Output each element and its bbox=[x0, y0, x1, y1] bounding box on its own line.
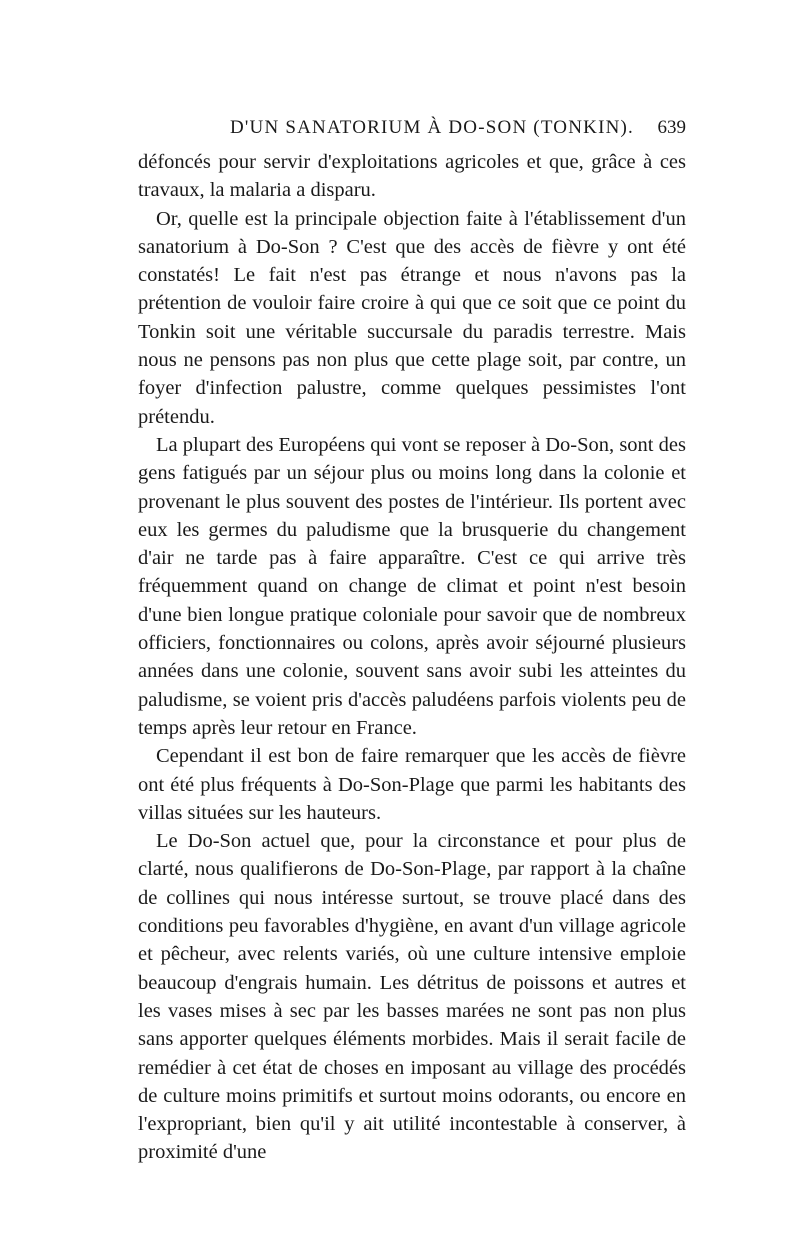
paragraph: La plupart des Européens qui vont se reposer à Do-Son, sont des gens fatigués par un séjour plus ou moins long dans la colonie et provenant le plus souvent des postes de l'intérieur. Ils portent avec eux les germes du paludisme que la brusquerie du changement d'air ne tarde pas à faire apparaître. C'est ce qui arrive très fréquemment quand on change de climat et point n'est besoin d'une bien longue pratique coloniale pour savoir que de nombreux officiers, fonctionnaires ou colons, après avoir séjourné plusieurs années dans une colonie, souvent sans avoir subi les atteintes du paludisme, se voient pris d'accès paludéens parfois violents peu de temps après leur retour en France. bbox=[138, 433, 686, 739]
paragraph: Cependant il est bon de faire remarquer que les accès de fièvre ont été plus fréquents à Do-Son-Plage que parmi les habitants des villas situées sur les hauteurs. bbox=[138, 745, 686, 824]
paragraph: Or, quelle est la principale objection faite à l'établissement d'un sanatorium à Do-Son ? C'est que des accès de fièvre y ont été constatés! Le fait n'est pas étrange et nous n'avons pas la prétention de vouloir faire croire à qui que ce soit que ce point du Tonkin soit une véritable succursale du paradis terrestre. Mais nous ne pensons pas non plus que cette plage soit, par contre, un foyer d'infection palustre, comme quelques pessimistes l'ont prétendu. bbox=[138, 207, 686, 428]
page-number: 639 bbox=[657, 117, 686, 138]
page-header bbox=[138, 113, 686, 143]
paragraph: Le Do-Son actuel que, pour la circonstance et pour plus de clarté, nous qualifierons de Do-Son-Plage, par rapport à la chaîne de collines qui nous intéresse surtout, se trouve placé dans des conditions peu favorables d'hygiène, en avant d'un village agricole et pêcheur, avec relents variés, où une culture intensive emploie beaucoup d'engrais humain. Les détritus de poissons et autres et les vases mises à sec par les basses marées ne sont pas non plus sans apporter quelques éléments morbides. Mais il serait facile de remédier à cet état de choses en imposant au village des procédés de culture moins primitifs et surtout moins odorants, ou encore en l'expropriant, bien qu'il y ait utilité incontestable à conserver, à proximité d'une bbox=[138, 830, 686, 1164]
running-title: D'UN SANATORIUM À DO-SON (TONKIN). bbox=[230, 117, 634, 138]
paragraph-continuation: défoncés pour servir d'exploitations agricoles et que, grâce à ces travaux, la malaria a disparu. bbox=[138, 151, 686, 202]
body-text bbox=[138, 148, 686, 1167]
